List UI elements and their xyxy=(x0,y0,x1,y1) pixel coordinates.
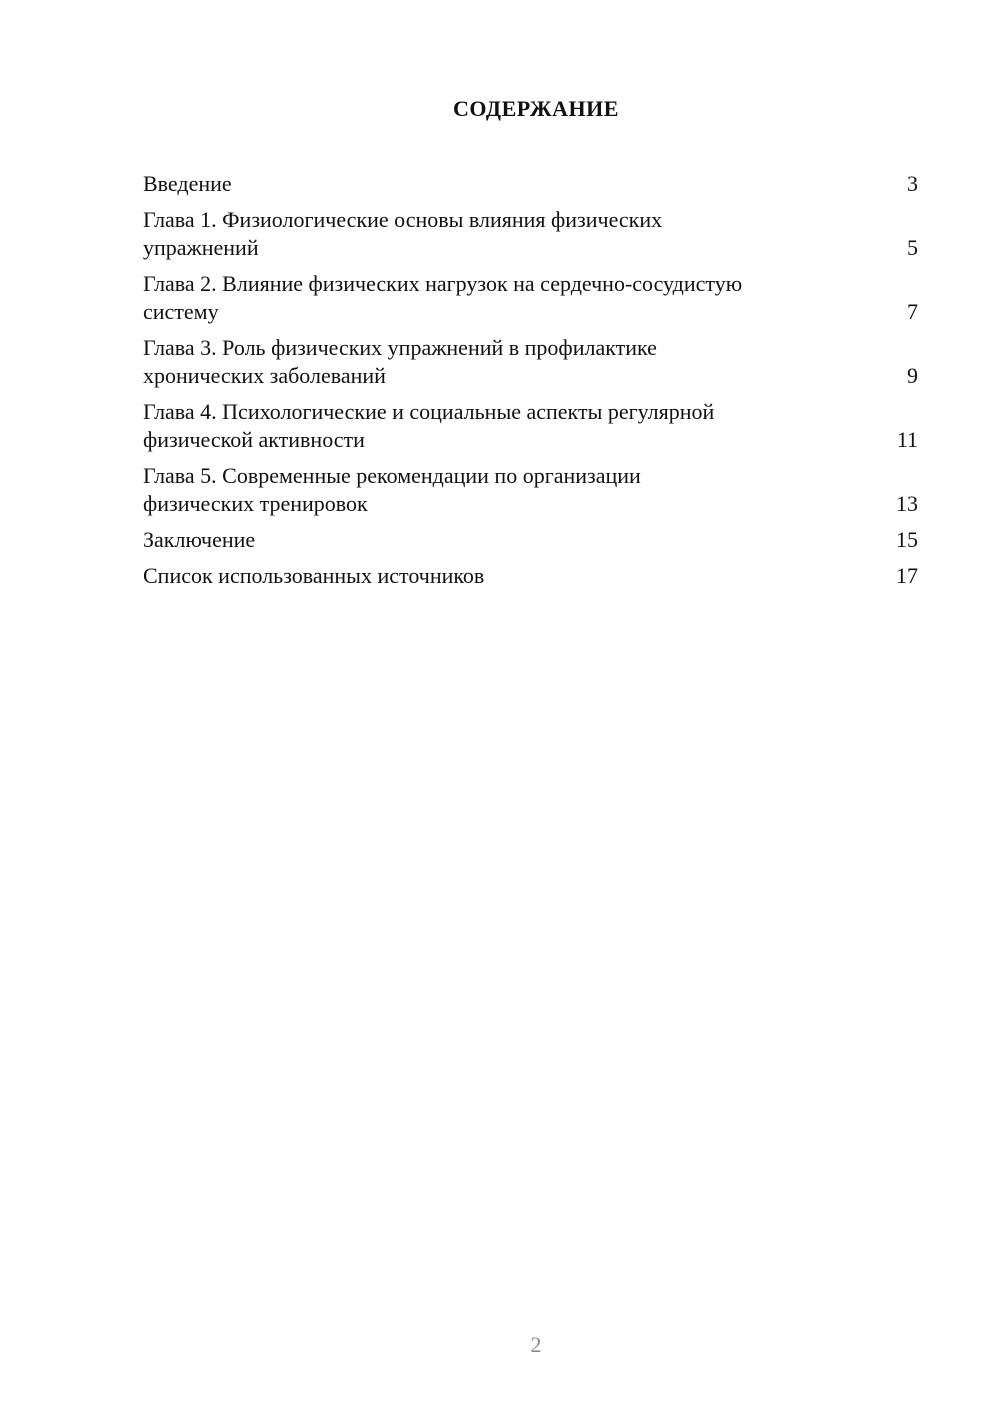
toc-entry-chapter-1 xyxy=(143,206,918,262)
toc-list xyxy=(143,170,918,598)
toc-entry-label: Глава 1. Физиологические основы влияния физических упражнений xyxy=(143,207,663,260)
page-number: 2 xyxy=(530,1332,542,1357)
toc-entry-introduction xyxy=(143,170,918,198)
toc-entry-page: 7 xyxy=(907,299,918,324)
toc-entry-page: 17 xyxy=(896,563,918,588)
toc-entry-chapter-3 xyxy=(143,334,918,390)
toc-entry-conclusion xyxy=(143,526,918,554)
toc-entry-chapter-5 xyxy=(143,462,918,518)
toc-entry-label: Глава 5. Современные рекомендации по организации физических тренировок xyxy=(143,463,641,516)
toc-entry-chapter-2 xyxy=(143,270,918,326)
toc-entry-label: Глава 2. Влияние физических нагрузок на сердечно-сосудистую систему xyxy=(143,271,743,324)
toc-entry-page: 15 xyxy=(896,527,918,552)
toc-entry-label: Глава 3. Роль физических упражнений в профилактике хронических заболеваний xyxy=(143,335,657,388)
toc-entry-chapter-4 xyxy=(143,398,918,454)
toc-entry-page: 3 xyxy=(907,171,918,196)
toc-entry-page: 9 xyxy=(907,363,918,388)
toc-entry-page: 11 xyxy=(896,427,918,452)
toc-entry-page: 13 xyxy=(896,491,918,516)
toc-entry-label: Список использованных источников xyxy=(143,563,485,588)
toc-title: СОДЕРЖАНИЕ xyxy=(453,96,619,121)
toc-entry-label: Введение xyxy=(143,171,232,196)
toc-entry-page: 5 xyxy=(907,235,918,260)
toc-entry-references xyxy=(143,562,918,590)
toc-entry-label: Заключение xyxy=(143,527,256,552)
toc-entry-label: Глава 4. Психологические и социальные аспекты регулярной физической активности xyxy=(143,399,715,452)
